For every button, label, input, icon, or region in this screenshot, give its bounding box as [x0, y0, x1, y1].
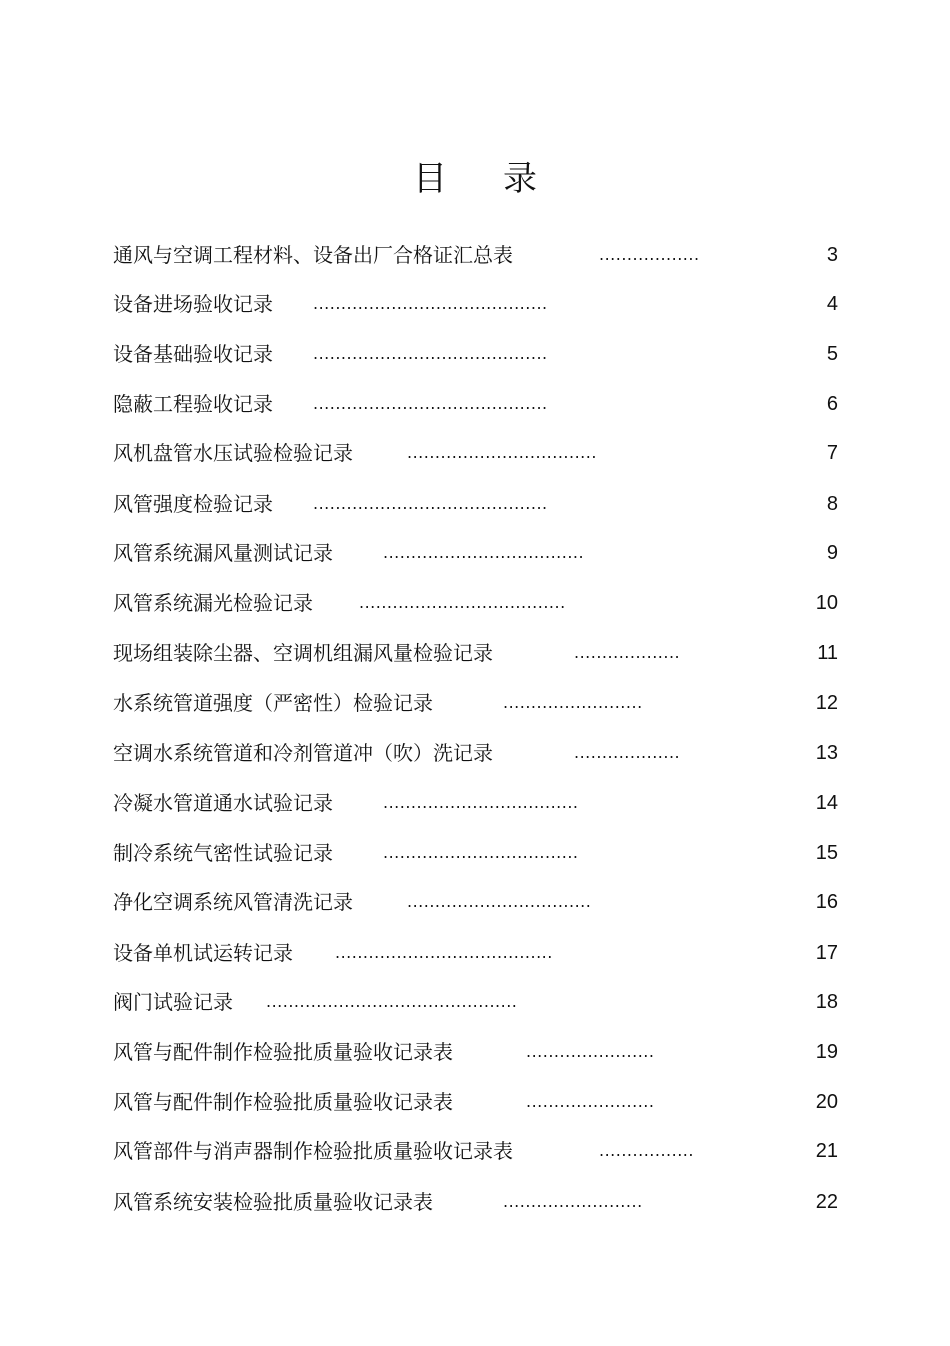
toc-entry-page: 13	[815, 742, 838, 764]
toc-entry[interactable]	[113, 489, 838, 519]
toc-entry-leader: .....................................	[359, 593, 566, 612]
toc-entry-page: 12	[815, 692, 838, 714]
toc-entry-label: 空调水系统管道和冷剂管道冲（吹）洗记录	[113, 741, 493, 765]
toc-entry-leader: .................	[599, 1141, 694, 1160]
toc-entry-label: 风管强度检验记录	[113, 492, 273, 516]
toc-entry-page: 10	[815, 592, 838, 614]
toc-entry-label: 隐蔽工程验收记录	[113, 392, 273, 416]
title-char-1: 目	[413, 158, 447, 199]
toc-entry-label: 风机盘管水压试验检验记录	[113, 441, 353, 465]
toc-entry[interactable]	[113, 838, 838, 868]
toc-entry-leader: .......................................	[335, 943, 553, 962]
toc-entry-page: 21	[815, 1140, 838, 1162]
toc-entry-page: 15	[815, 842, 838, 864]
toc-entry[interactable]	[113, 688, 838, 718]
toc-entry-page: 20	[815, 1091, 838, 1113]
toc-entry[interactable]	[113, 1136, 838, 1166]
toc-entry-label: 风管部件与消声器制作检验批质量验收记录表	[113, 1139, 513, 1163]
toc-entry-page: 9	[826, 542, 838, 564]
toc-entry-label: 风管系统安装检验批质量验收记录表	[113, 1190, 433, 1214]
toc-entry-leader: ..................	[599, 245, 700, 264]
toc-entry-page: 18	[815, 991, 838, 1013]
toc-entry-page: 4	[826, 293, 838, 315]
toc-entry-page: 19	[815, 1041, 838, 1063]
toc-entry-leader: .......................	[526, 1042, 655, 1061]
toc-entry[interactable]	[113, 339, 838, 369]
toc-entry-label: 风管与配件制作检验批质量验收记录表	[113, 1040, 453, 1064]
toc-entry[interactable]	[113, 738, 838, 768]
toc-entry-label: 净化空调系统风管清洗记录	[113, 890, 353, 914]
toc-entry[interactable]	[113, 788, 838, 818]
toc-entry[interactable]	[113, 887, 838, 917]
toc-entry[interactable]	[113, 1187, 838, 1217]
toc-entry[interactable]	[113, 289, 838, 319]
toc-entry-leader: .......................	[526, 1092, 655, 1111]
toc-entry-page: 22	[815, 1191, 838, 1213]
toc-entry-label: 冷凝水管道通水试验记录	[113, 791, 333, 815]
toc-entry-page: 3	[826, 244, 838, 266]
toc-entry-label: 设备进场验收记录	[113, 292, 273, 316]
toc-entry-leader: ..........................................	[313, 394, 548, 413]
toc-entry-page: 8	[826, 493, 838, 515]
toc-entry-label: 风管系统漏光检验记录	[113, 591, 313, 615]
toc-entry-label: 阀门试验记录	[113, 990, 233, 1014]
toc-entry-leader: ...................	[574, 743, 681, 762]
toc-entry-leader: ..........................................	[313, 494, 548, 513]
toc-entry[interactable]	[113, 438, 838, 468]
toc-entry-leader: .........................	[503, 693, 643, 712]
toc-entry[interactable]	[113, 987, 838, 1017]
toc-entry-leader: ...................	[574, 643, 681, 662]
toc-entry-leader: ..........................................	[313, 294, 548, 313]
toc-entry-page: 11	[817, 642, 838, 664]
toc-entry[interactable]	[113, 638, 838, 668]
toc-entry-page: 16	[815, 891, 838, 913]
toc-entry[interactable]	[113, 538, 838, 568]
toc-entry-page: 7	[826, 442, 838, 464]
toc-entry[interactable]	[113, 240, 838, 270]
toc-entry[interactable]	[113, 1037, 838, 1067]
toc-entry[interactable]	[113, 1087, 838, 1117]
toc-entry-page: 5	[826, 343, 838, 365]
toc-entry-label: 设备基础验收记录	[113, 342, 273, 366]
toc-entry-leader: ..........................................	[313, 344, 548, 363]
toc-entry-label: 通风与空调工程材料、设备出厂合格证汇总表	[113, 243, 513, 267]
toc-entry[interactable]	[113, 588, 838, 618]
toc-entry-page: 17	[815, 942, 838, 964]
toc-entry-label: 现场组装除尘器、空调机组漏风量检验记录	[113, 641, 493, 665]
toc-entry-label: 水系统管道强度（严密性）检验记录	[113, 691, 433, 715]
toc-entry[interactable]	[113, 938, 838, 968]
toc-entry-page: 14	[815, 792, 838, 814]
toc-entry-leader: .................................	[407, 892, 592, 911]
title-char-2: 录	[503, 158, 537, 199]
toc-entry-leader: ...................................	[383, 843, 579, 862]
toc-entry-label: 风管系统漏风量测试记录	[113, 541, 333, 565]
toc-entry-page: 6	[826, 393, 838, 415]
toc-entry-leader: .............................................	[266, 992, 518, 1011]
toc-entry-leader: .........................	[503, 1192, 643, 1211]
toc-entry-label: 风管与配件制作检验批质量验收记录表	[113, 1090, 453, 1114]
toc-entry-label: 设备单机试运转记录	[113, 941, 293, 965]
toc-entry-leader: ..................................	[407, 443, 597, 462]
toc-entry-leader: ...................................	[383, 793, 579, 812]
toc-entry-label: 制冷系统气密性试验记录	[113, 841, 333, 865]
toc-entry-leader: ....................................	[383, 543, 585, 562]
toc-entry[interactable]	[113, 389, 838, 419]
